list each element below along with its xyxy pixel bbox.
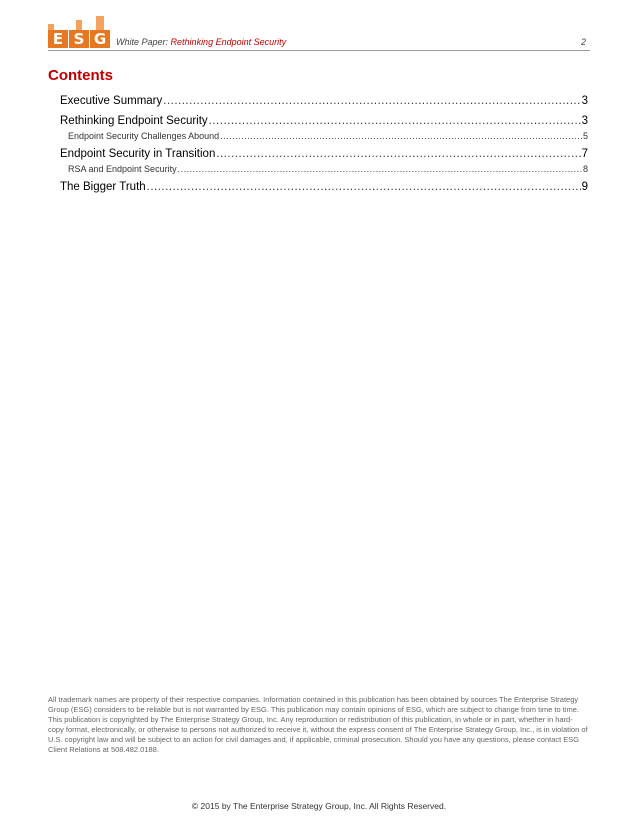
toc-entry-title: RSA and Endpoint Security xyxy=(68,164,177,174)
esg-logo xyxy=(48,16,110,48)
table-of-contents xyxy=(60,95,588,196)
contents-heading: Contents xyxy=(48,67,113,84)
toc-entry-executive-summary[interactable] xyxy=(60,95,588,110)
toc-entry-page: 8 xyxy=(582,164,588,174)
toc-entry-title: Endpoint Security Challenges Abound xyxy=(68,131,220,141)
toc-entry-endpoint-security-in-transition[interactable] xyxy=(60,148,588,163)
logo-letter-e: E xyxy=(48,30,68,48)
logo-decor-block xyxy=(96,16,104,30)
toc-entry-the-bigger-truth[interactable] xyxy=(60,181,588,196)
toc-entry-page: 3 xyxy=(581,95,588,107)
toc-leader-dots xyxy=(178,164,582,174)
logo-letter-g: G xyxy=(90,30,110,48)
toc-entry-rethinking-endpoint-security[interactable] xyxy=(60,115,588,130)
toc-entry-title: Rethinking Endpoint Security xyxy=(60,115,208,127)
header-divider xyxy=(48,50,590,51)
toc-entry-title: Executive Summary xyxy=(60,95,163,107)
toc-entry-title: The Bigger Truth xyxy=(60,181,146,193)
toc-entry-page: 9 xyxy=(581,181,588,193)
document-header-label xyxy=(116,37,286,47)
toc-leader-dots xyxy=(216,148,580,160)
toc-leader-dots xyxy=(147,181,581,193)
legal-disclaimer: All trademark names are property of their respective companies. Information contained in this publication has been obtained by sources The Enterprise Strategy Group (ESG) considers to be reliable but is not warranted by ESG. This publication may contain opinions of ESG, which are subject to change from time to time. This publication is copyrighted by The Enterprise Strategy Group, Inc. Any reproduction or redistribution of this publication, in whole or in part, whether in hard-copy format, electronically, or otherwise to persons not authorized to receive it, without the express consent of The Enterprise Strategy Group, Inc., is in violation of U.S. copyright law and will be subject to an action for civil damages and, if applicable, criminal prosecution. Should you have any questions, please contact ESG Client Relations at 508.482.0188. xyxy=(48,695,588,754)
logo-letter-s: S xyxy=(69,30,89,48)
toc-entry-page: 7 xyxy=(581,148,588,160)
header-prefix: White Paper: xyxy=(116,37,169,47)
toc-leader-dots xyxy=(209,115,581,127)
toc-entry-page: 5 xyxy=(582,131,588,141)
toc-entry-rsa-and-endpoint-security[interactable] xyxy=(60,164,588,176)
toc-leader-dots xyxy=(163,95,580,107)
toc-entry-endpoint-security-challenges[interactable] xyxy=(60,131,588,143)
page-number: 2 xyxy=(580,37,586,47)
toc-entry-title: Endpoint Security in Transition xyxy=(60,148,216,160)
toc-leader-dots xyxy=(220,131,582,141)
toc-entry-page: 3 xyxy=(581,115,588,127)
header-document-title: Rethinking Endpoint Security xyxy=(170,37,287,47)
copyright-footer: © 2015 by The Enterprise Strategy Group, Inc. All Rights Reserved. xyxy=(191,801,447,811)
logo-decor-block xyxy=(76,20,82,30)
